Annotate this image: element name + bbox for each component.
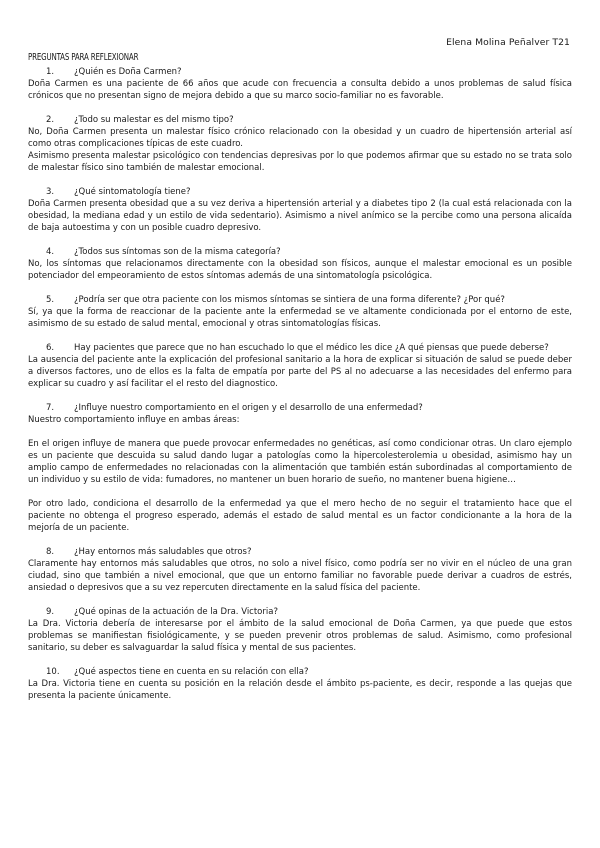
question-number: 5. <box>46 295 55 305</box>
question-5 <box>28 294 572 306</box>
question-number: 4. <box>46 247 55 257</box>
answer-2-paragraph-1: No, Doña Carmen presenta un malestar físico crónico relacionado con la obesidad y un cuadro de hipertensión arterial así como otras complicaciones típicas de este cuadro. <box>28 127 572 149</box>
question-10 <box>28 666 572 678</box>
question-6 <box>28 342 572 354</box>
question-text: Hay pacientes que parece que no han escuchado lo que el médico les dice ¿A qué piensas que puede deberse? <box>74 343 549 353</box>
question-1 <box>28 66 572 78</box>
author-name: Elena Molina Peñalver T21 <box>446 37 570 48</box>
question-2 <box>28 114 572 126</box>
question-3 <box>28 186 572 198</box>
answer-8: Claramente hay entornos más saludables que otros, no solo a nivel físico, como podría ser no vivir en el núcleo de una gran ciudad, sino que también a nivel emocional, que que un entorno familiar no favorable puede derivar a cuadros de estrés, ansiedad o depresivos que a su vez repercuten directamente en la salud física del paciente. <box>28 559 572 593</box>
answer-2-paragraph-2: Asimismo presenta malestar psicológico con tendencias depresivas por lo que podemos afirmar que su estado no se trata solo de malestar físico sino también de malestar emocional. <box>28 151 572 173</box>
question-text: ¿Podría ser que otra paciente con los mismos síntomas se sintiera de una forma diferente? ¿Por qué? <box>74 295 505 305</box>
question-text: ¿Hay entornos más saludables que otros? <box>74 547 252 557</box>
question-9 <box>28 606 572 618</box>
question-4 <box>28 246 572 258</box>
question-number: 7. <box>46 403 55 413</box>
answer-7-paragraph-1: En el origen influye de manera que puede provocar enfermedades no genéticas, así como condicionar otras. Un claro ejemplo es un paciente que descuida su salud dando lugar a patologías como la hipercolesterolemia u obesidad, asimismo hay un amplio campo de enfermedades no relacionadas con la alimentación que también están subordinadas al comportamiento de un individuo y su estilo de vida: fumadores, no mantener un buen horario de sueño, no mantener buena higiene… <box>28 439 572 485</box>
answer-10: La Dra. Victoria tiene en cuenta su posición en la relación desde el ámbito ps-paciente, es decir, responde a las quejas que presenta la paciente únicamente. <box>28 679 572 701</box>
question-8 <box>28 546 572 558</box>
questions-content <box>28 66 572 702</box>
question-text: ¿Qué aspectos tiene en cuenta en su relación con ella? <box>74 667 309 677</box>
question-number: 6. <box>46 343 55 353</box>
answer-5: Sí, ya que la forma de reaccionar de la paciente ante la enfermedad se ve altamente condicionada por el entorno de este, asimismo de su estado de salud mental, emocional y otras sintomatologías físicas. <box>28 307 572 329</box>
answer-6: La ausencia del paciente ante la explicación del profesional sanitario a la hora de explicar si situación de salud se puede deber a diversos factores, uno de ellos es la falta de empatía por parte del PS al no adecuarse a las necesidades del enfermo para explicar su cuadro y así facilitar el el resto del diagnostico. <box>28 355 572 389</box>
answer-9: La Dra. Victoria debería de interesarse por el ámbito de la salud emocional de Doña Carmen, ya que puede que estos problemas se manifiestan fisiológicamente, y se pueden prevenir otros problemas de salud. Asimismo, como profesional sanitario, su deber es salvaguardar la salud física y mental de sus pacientes. <box>28 619 572 653</box>
question-number: 1. <box>46 67 55 77</box>
question-text: ¿Qué sintomatología tiene? <box>74 187 191 197</box>
question-number: 10. <box>46 667 60 677</box>
question-number: 9. <box>46 607 55 617</box>
answer-3: Doña Carmen presenta obesidad que a su vez deriva a hipertensión arterial y a diabetes tipo 2 (la cual está relacionada con la obesidad, la mediana edad y un estilo de vida sedentario). Asimismo a nivel anímico se la percibe como una persona alicaída de baja autoestima y con un posible cuadro depresivo. <box>28 199 572 233</box>
question-number: 2. <box>46 115 55 125</box>
question-text: ¿Todo su malestar es del mismo tipo? <box>74 115 234 125</box>
document-heading: PREGUNTAS PARA REFLEXIONAR <box>28 52 139 63</box>
question-number: 3. <box>46 187 55 197</box>
question-text: ¿Todos sus síntomas son de la misma categoría? <box>74 247 281 257</box>
answer-1: Doña Carmen es una paciente de 66 años que acude con frecuencia a consulta debido a unos problemas de salud física crónicos que no presentan signo de mejora debido a que su marco socio-familiar no es favorable. <box>28 79 572 101</box>
question-text: ¿Qué opinas de la actuación de la Dra. Victoria? <box>74 607 278 617</box>
answer-7-paragraph-2: Por otro lado, condiciona el desarrollo de la enfermedad ya que el mero hecho de no seguir el tratamiento hace que el paciente no obtenga el progreso esperado, además el estado de salud mental es un factor condicionante a la hora de la mejoría de un paciente. <box>28 499 572 533</box>
question-7 <box>28 402 572 414</box>
answer-4: No, los síntomas que relacionamos directamente con la obesidad son físicos, aunque el malestar emocional es un posible potenciador del empeoramiento de estos síntomas además de una sintomatología psicológica. <box>28 259 572 281</box>
answer-7-intro: Nuestro comportamiento influye en ambas áreas: <box>28 415 240 425</box>
question-number: 8. <box>46 547 55 557</box>
question-text: ¿Influye nuestro comportamiento en el origen y el desarrollo de una enfermedad? <box>74 403 423 413</box>
question-text: ¿Quién es Doña Carmen? <box>74 67 182 77</box>
